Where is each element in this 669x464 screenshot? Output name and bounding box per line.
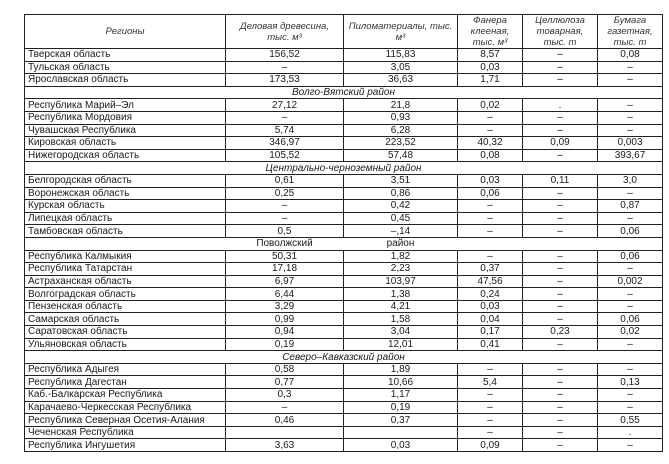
value-cell: – [226,200,344,213]
table-row [25,439,663,452]
value-cell: – [523,212,598,225]
value-cell: 1,82 [344,250,458,263]
header-newsprint: Бумага газетная, тыс. т [598,15,663,49]
value-cell: 346,97 [226,137,344,150]
value-cell: 0,02 [458,99,523,112]
value-cell: 0,06 [598,313,663,326]
header-lumber: Пиломатериалы, тыс. м³ [344,15,458,49]
value-cell: 36,63 [344,74,458,87]
region-cell: Тверская область [25,49,226,62]
value-cell: – [458,111,523,124]
value-cell: 5,4 [458,376,523,389]
region-cell: Кировская область [25,137,226,150]
value-cell: – [523,263,598,276]
value-cell: 0,03 [458,61,523,74]
value-cell: – [458,389,523,402]
value-cell: 0,42 [344,200,458,213]
value-cell: –,14 [344,225,458,238]
value-cell: 0,06 [598,225,663,238]
value-cell: 105,52 [226,149,344,162]
value-cell: 0,37 [458,263,523,276]
value-cell: – [523,187,598,200]
value-cell: – [523,124,598,137]
value-cell: . [598,426,663,439]
table-row [25,426,663,439]
table-row [25,99,663,112]
value-cell: – [458,212,523,225]
value-cell: 1,89 [344,363,458,376]
value-cell: 0,46 [226,414,344,427]
value-cell: – [523,250,598,263]
value-cell: 50,31 [226,250,344,263]
value-cell: 1,17 [344,389,458,402]
value-cell: – [523,439,598,452]
value-cell: – [523,401,598,414]
table-row [25,237,663,250]
header-row [25,15,663,49]
value-cell: – [458,124,523,137]
value-cell: 3,05 [344,61,458,74]
value-cell: 223,52 [344,137,458,150]
table-row [25,49,663,62]
region-cell: Республика Дагестан [25,376,226,389]
value-cell: 103,97 [344,275,458,288]
region-cell: Ульяновская область [25,338,226,351]
value-cell: 0,5 [226,225,344,238]
region-cell: Ярославская область [25,74,226,87]
value-cell: – [598,401,663,414]
value-cell: 8,57 [458,49,523,62]
value-cell: район [344,237,458,250]
value-cell: – [598,212,663,225]
value-cell: 0,94 [226,326,344,339]
value-cell: – [523,111,598,124]
value-cell: 2,23 [344,263,458,276]
value-cell: 0,11 [523,174,598,187]
value-cell: – [598,363,663,376]
region-cell: Каб.-Балкарская Республика [25,389,226,402]
header-timber: Деловая древесина, тыс. м³ [226,15,344,49]
table-row [25,275,663,288]
table-row [25,149,663,162]
value-cell: – [523,338,598,351]
table-row [25,225,663,238]
value-cell: – [598,111,663,124]
value-cell [344,426,458,439]
value-cell: – [598,288,663,301]
value-cell: – [598,124,663,137]
regional-production-table [24,14,663,452]
value-cell: 0,3 [226,389,344,402]
region-cell [25,237,226,250]
value-cell: 156,52 [226,49,344,62]
value-cell: – [458,225,523,238]
table-row [25,263,663,276]
region-cell: Саратовская область [25,326,226,339]
table-row [25,363,663,376]
table-row [25,389,663,402]
value-cell: 0,04 [458,313,523,326]
value-cell: 0,86 [344,187,458,200]
value-cell: 40,32 [458,137,523,150]
value-cell: 3,63 [226,439,344,452]
table-row [25,124,663,137]
value-cell: 12,01 [344,338,458,351]
value-cell: – [523,363,598,376]
value-cell: 3,29 [226,300,344,313]
value-cell: 0,55 [598,414,663,427]
value-cell: – [523,74,598,87]
value-cell: – [523,149,598,162]
region-cell: Чувашская Республика [25,124,226,137]
value-cell: – [523,225,598,238]
value-cell: 393,67 [598,149,663,162]
value-cell: 0,61 [226,174,344,187]
value-cell: – [523,300,598,313]
table-row [25,200,663,213]
value-cell: 57,48 [344,149,458,162]
region-cell: Воронежская область [25,187,226,200]
value-cell: 0,87 [598,200,663,213]
value-cell: 173,53 [226,74,344,87]
value-cell: – [523,49,598,62]
value-cell: – [523,313,598,326]
section-title: Волго-Вятский район [25,86,663,99]
header-regions: Регионы [25,15,226,49]
value-cell: – [458,426,523,439]
region-cell: Республика Мордовия [25,111,226,124]
table-row [25,174,663,187]
value-cell: 0,06 [598,250,663,263]
value-cell: 0,77 [226,376,344,389]
value-cell: 1,71 [458,74,523,87]
value-cell: 0,03 [458,174,523,187]
value-cell: 0,002 [598,275,663,288]
value-cell: 0,99 [226,313,344,326]
table-row [25,300,663,313]
table-row [25,326,663,339]
table-row [25,338,663,351]
value-cell: 0,93 [344,111,458,124]
value-cell: 47,56 [458,275,523,288]
section-row [25,86,663,99]
value-cell: – [523,426,598,439]
value-cell: – [458,363,523,376]
region-cell: Липецкая область [25,212,226,225]
value-cell: 0,25 [226,187,344,200]
value-cell: – [458,401,523,414]
value-cell: 0,09 [523,137,598,150]
table-row [25,288,663,301]
value-cell: – [226,401,344,414]
section-title: Северо–Кавказский район [25,351,663,364]
value-cell: 3,0 [598,174,663,187]
value-cell: 21,8 [344,99,458,112]
value-cell: 0,08 [598,49,663,62]
value-cell: – [598,74,663,87]
region-cell: Республика Татарстан [25,263,226,276]
region-cell: Тульская область [25,61,226,74]
value-cell: – [458,200,523,213]
region-cell: Республика Ингушетия [25,439,226,452]
value-cell: 0,13 [598,376,663,389]
value-cell: 0,03 [458,300,523,313]
value-cell: 0,37 [344,414,458,427]
value-cell: – [523,376,598,389]
value-cell: 0,19 [344,401,458,414]
value-cell: – [226,61,344,74]
section-title: Центрально-черноземный район [25,162,663,175]
table-row [25,137,663,150]
table-row [25,376,663,389]
value-cell: 6,97 [226,275,344,288]
value-cell: . [523,99,598,112]
region-cell: Пензенская область [25,300,226,313]
value-cell: – [523,389,598,402]
region-cell: Курская область [25,200,226,213]
table-row [25,111,663,124]
value-cell: 1,38 [344,288,458,301]
table-row [25,401,663,414]
table-row [25,414,663,427]
header-plywood: Фанера клееная, тыс. м³ [458,15,523,49]
value-cell: 0,41 [458,338,523,351]
value-cell: – [598,338,663,351]
section-row [25,162,663,175]
value-cell: – [598,99,663,112]
value-cell: 10,66 [344,376,458,389]
table-body [25,49,663,452]
section-row [25,351,663,364]
value-cell: – [598,389,663,402]
region-cell: Белгородская область [25,174,226,187]
value-cell: Поволжский [226,237,344,250]
value-cell: 0,45 [344,212,458,225]
table-row [25,187,663,200]
value-cell: 0,24 [458,288,523,301]
value-cell: 6,44 [226,288,344,301]
region-cell: Республика Марий–Эл [25,99,226,112]
table-row [25,212,663,225]
value-cell: – [598,263,663,276]
value-cell: – [458,250,523,263]
value-cell: 0,09 [458,439,523,452]
value-cell: – [523,61,598,74]
value-cell [523,237,598,250]
value-cell: – [523,288,598,301]
table-row [25,313,663,326]
value-cell [598,237,663,250]
value-cell: 115,83 [344,49,458,62]
value-cell: 0,02 [598,326,663,339]
value-cell: 0,19 [226,338,344,351]
value-cell: – [523,414,598,427]
value-cell: – [598,439,663,452]
value-cell [458,237,523,250]
value-cell: 0,03 [344,439,458,452]
value-cell: 6,28 [344,124,458,137]
value-cell: – [523,275,598,288]
value-cell: – [226,212,344,225]
value-cell: 0,08 [458,149,523,162]
header-pulp: Целлюлоза товарная, тыс. т [523,15,598,49]
region-cell: Нижегородская область [25,149,226,162]
value-cell: 4,21 [344,300,458,313]
value-cell: 27,12 [226,99,344,112]
value-cell: 5,74 [226,124,344,137]
region-cell: Самарская область [25,313,226,326]
value-cell: – [598,187,663,200]
value-cell: – [226,111,344,124]
value-cell: 0,003 [598,137,663,150]
value-cell: 3,51 [344,174,458,187]
table-row [25,61,663,74]
value-cell [226,426,344,439]
region-cell: Карачаево-Черкесская Республика [25,401,226,414]
value-cell: – [458,414,523,427]
region-cell: Республика Калмыкия [25,250,226,263]
region-cell: Республика Северная Осетия-Алания [25,414,226,427]
table-row [25,250,663,263]
region-cell: Республика Адыгея [25,363,226,376]
value-cell: 0,17 [458,326,523,339]
region-cell: Тамбовская область [25,225,226,238]
value-cell: 1,58 [344,313,458,326]
value-cell: – [523,200,598,213]
table-row [25,74,663,87]
region-cell: Волгоградская область [25,288,226,301]
value-cell: 0,58 [226,363,344,376]
region-cell: Чеченская Республика [25,426,226,439]
value-cell: – [598,61,663,74]
value-cell: 0,23 [523,326,598,339]
value-cell: – [598,300,663,313]
region-cell: Астраханская область [25,275,226,288]
value-cell: 3,04 [344,326,458,339]
value-cell: 0,06 [458,187,523,200]
value-cell: 17,18 [226,263,344,276]
